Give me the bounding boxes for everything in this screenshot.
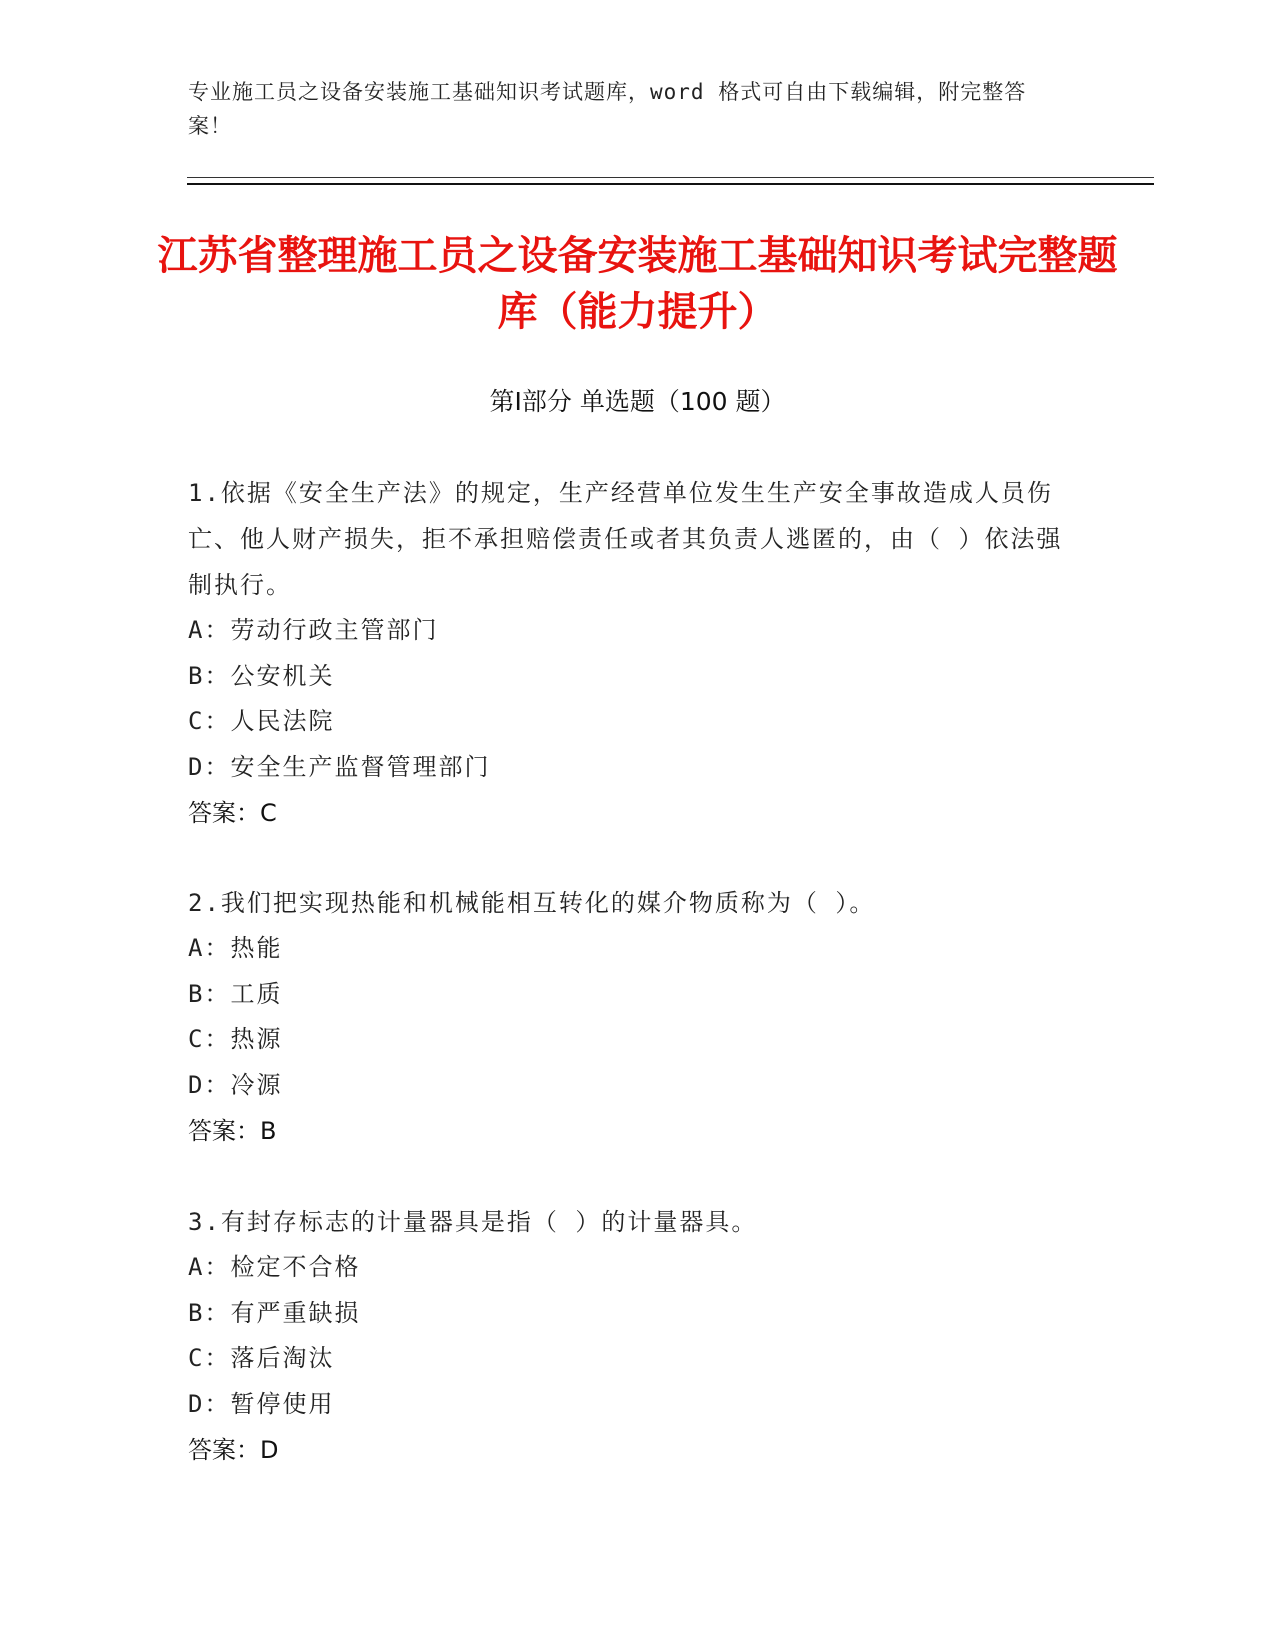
question-2 bbox=[188, 880, 1068, 1154]
option-c: C：热源 bbox=[188, 1025, 283, 1053]
header-divider-thick bbox=[187, 183, 1154, 185]
question-stem: 3.有封存标志的计量器具是指（ ）的计量器具。 bbox=[188, 1208, 758, 1236]
question-1 bbox=[188, 470, 1068, 836]
header-note: 专业施工员之设备安装施工基础知识考试题库，word 格式可自由下载编辑，附完整答案！ bbox=[188, 80, 1027, 138]
answer: 答案：D bbox=[188, 1436, 279, 1464]
question-3 bbox=[188, 1199, 1068, 1473]
question-stem: 1.依据《安全生产法》的规定，生产经营单位发生生产安全事故造成人员伤亡、他人财产损失，拒不承担赔偿责任或者其负责人逃匿的，由（ ）依法强制执行。 bbox=[188, 479, 1063, 599]
option-d: D：冷源 bbox=[188, 1070, 283, 1099]
option-c: C：落后淘汰 bbox=[188, 1344, 335, 1372]
question-stem: 2.我们把实现热能和机械能相互转化的媒介物质称为（ ）。 bbox=[188, 889, 876, 917]
option-d: D：安全生产监督管理部门 bbox=[188, 752, 491, 781]
header-divider-thin bbox=[187, 177, 1154, 178]
option-c: C：人民法院 bbox=[188, 707, 335, 735]
option-a: A：劳动行政主管部门 bbox=[188, 616, 439, 644]
answer: 答案：B bbox=[188, 1117, 277, 1145]
answer: 答案：C bbox=[188, 799, 277, 827]
option-a: A：检定不合格 bbox=[188, 1253, 361, 1281]
document-title: 江苏省整理施工员之设备安装施工基础知识考试完整题库（能力提升） bbox=[157, 233, 1118, 335]
option-b: B：有严重缺损 bbox=[188, 1298, 361, 1327]
option-b: B：公安机关 bbox=[188, 661, 335, 690]
option-d: D：暂停使用 bbox=[188, 1389, 335, 1418]
section-heading: 第Ⅰ部分 单选题（100 题） bbox=[489, 387, 786, 416]
option-a: A：热能 bbox=[188, 934, 283, 962]
option-b: B：工质 bbox=[188, 979, 283, 1008]
